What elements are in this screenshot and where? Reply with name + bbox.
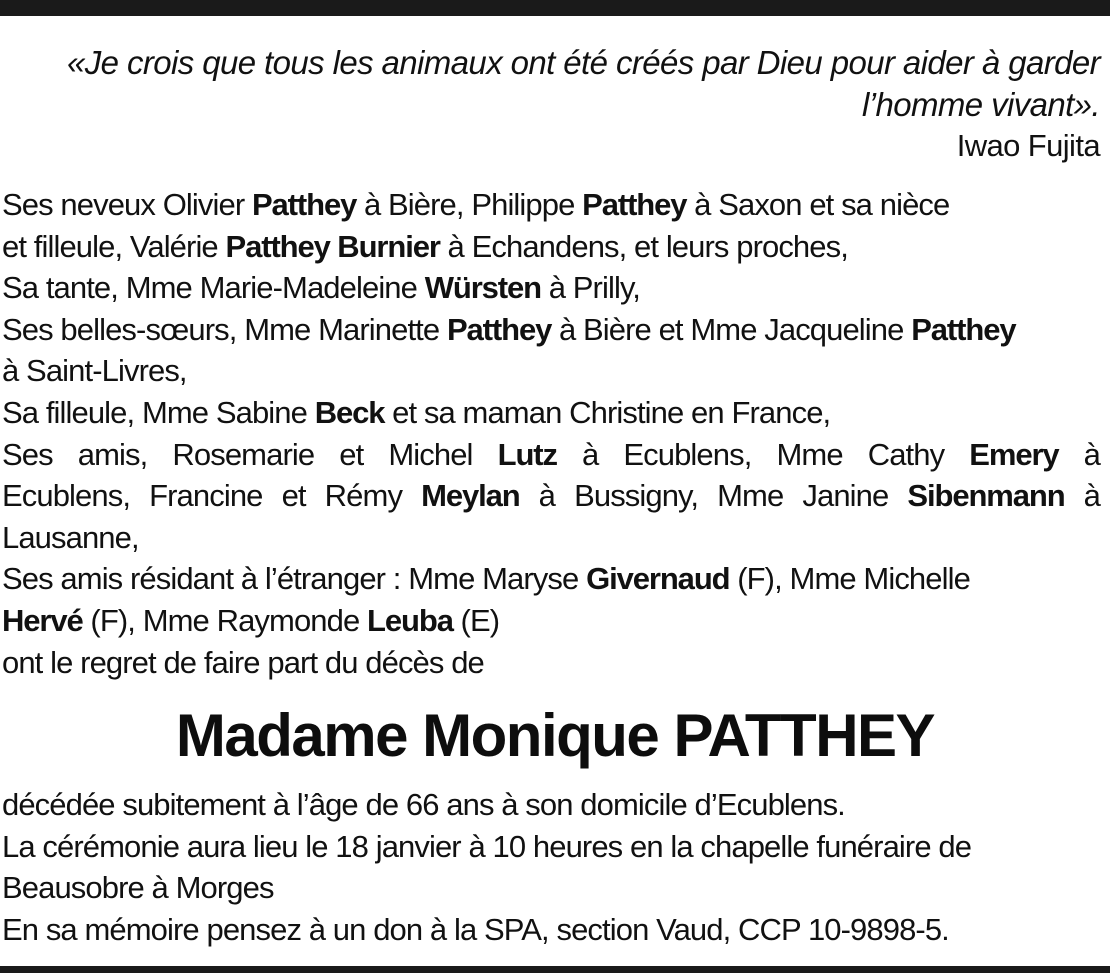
family-line <box>2 226 1100 268</box>
surname: Emery <box>969 436 1059 472</box>
family-line <box>2 184 1100 226</box>
quote-line-1: «Je crois que tous les animaux ont été créés par Dieu pour aider à garder <box>67 44 1100 81</box>
text-run: à <box>1064 478 1100 514</box>
surname: Lutz <box>497 436 557 472</box>
family-line <box>2 267 1100 309</box>
surname: Meylan <box>421 478 520 514</box>
family-line <box>2 309 1100 351</box>
family-line <box>2 600 1100 642</box>
surname: Patthey <box>911 311 1016 347</box>
text-run: à Saxon et sa nièce <box>686 187 950 222</box>
surname: Givernaud <box>586 561 730 597</box>
family-line <box>2 475 1100 517</box>
surname: Patthey Burnier <box>225 228 440 264</box>
text-run: (E) <box>452 602 500 638</box>
text-run: ont le regret de faire part du décès de <box>2 644 484 680</box>
family-announcement <box>2 184 1100 683</box>
surname: Leuba <box>367 602 453 638</box>
quote-line-2: l’homme vivant». <box>862 86 1100 123</box>
details-line: En sa mémoire pensez à un don à la SPA, section Vaud, CCP 10-9898-5. <box>2 911 949 947</box>
surname: Patthey <box>251 187 357 222</box>
surname: Würsten <box>424 270 542 306</box>
text-run: à <box>1058 436 1100 472</box>
surname: Patthey <box>582 187 687 222</box>
text-run: à Bière, Philippe <box>356 187 583 222</box>
text-run: Lausanne, <box>2 519 139 555</box>
family-line <box>2 642 1100 684</box>
quote-author: Iwao Fujita <box>956 128 1100 163</box>
surname: Beck <box>314 394 385 430</box>
details-line: décédée subitement à l’âge de 66 ans à son domicile d’Ecublens. <box>2 787 845 822</box>
text-run: Ses neveux Olivier <box>2 187 252 222</box>
epigraph-quote <box>0 42 1100 126</box>
text-run: Sa filleule, Mme Sabine <box>2 394 315 430</box>
text-run: à Bussigny, Mme Janine <box>519 478 908 514</box>
top-border-rule <box>0 0 1110 16</box>
text-run: à Prilly, <box>541 270 640 306</box>
family-line <box>2 517 1100 559</box>
details-line: La cérémonie aura lieu le 18 janvier à 10 heures en la chapelle funéraire de <box>2 828 972 864</box>
ceremony-details <box>2 784 1100 950</box>
details-line: Beausobre à Morges <box>2 870 274 906</box>
text-run: Ses belles-sœurs, Mme Marinette <box>2 311 447 347</box>
family-line <box>2 434 1100 476</box>
text-run: et sa maman Christine en France, <box>384 394 831 430</box>
bottom-border-rule <box>0 966 1110 973</box>
surname: Hervé <box>2 602 83 638</box>
surname: Patthey <box>446 311 552 347</box>
text-run: Ses amis résidant à l’étranger : Mme Maryse <box>2 561 587 597</box>
text-run: et filleule, Valérie <box>2 228 226 264</box>
text-run: Ses amis, Rosemarie et Michel <box>2 436 498 472</box>
deceased-name-heading: Madame Monique PATTHEY <box>175 702 935 769</box>
text-run: (F), Mme Raymonde <box>82 602 368 638</box>
text-run: à Echandens, et leurs proches, <box>439 228 848 264</box>
family-line <box>2 350 1100 392</box>
text-run: (F), Mme Michelle <box>729 561 970 597</box>
family-line <box>2 558 1100 600</box>
surname: Sibenmann <box>907 478 1065 514</box>
text-run: à Ecublens, Mme Cathy <box>556 436 970 472</box>
text-run: à Saint-Livres, <box>2 353 187 389</box>
text-run: à Bière et Mme Jacqueline <box>551 311 912 347</box>
text-run: Ecublens, Francine et Rémy <box>2 478 422 514</box>
text-run: Sa tante, Mme Marie-Madeleine <box>2 270 425 306</box>
family-line <box>2 392 1100 434</box>
